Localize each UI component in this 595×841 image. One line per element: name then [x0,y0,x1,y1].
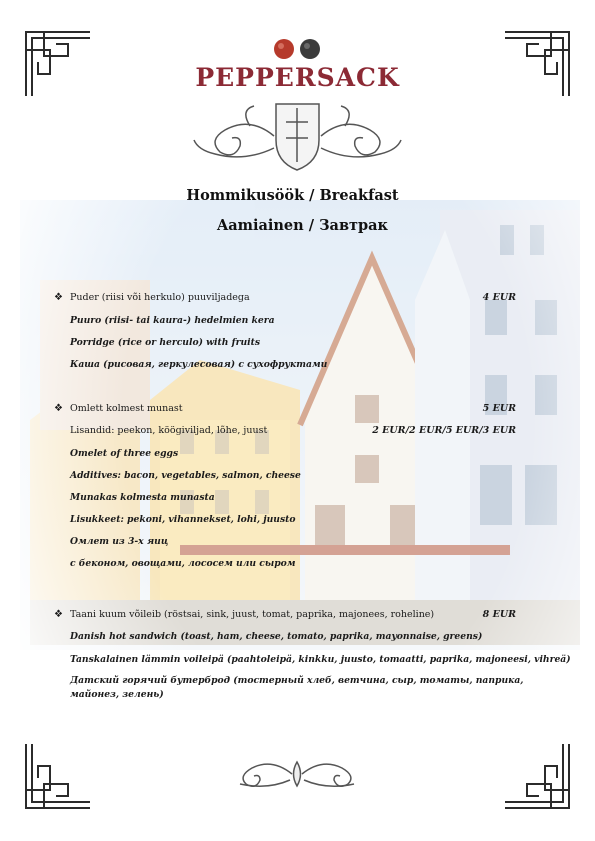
menu-item-translation: Омлет из 3-х яиц [70,536,169,547]
corner-ornament-bottom-left [22,740,94,812]
page-title: Hommikusöök / Breakfast [186,187,399,204]
footer-flourish-icon [232,754,362,794]
diamond-bullet-icon: ❖ [54,292,63,303]
diamond-bullet-icon: ❖ [54,403,63,414]
menu-item-translation: Каша (рисовая, геркулесовая) с сухофруктами [70,359,328,370]
menu-item-price: 8 EUR [482,609,516,620]
diamond-bullet-icon: ❖ [54,609,63,620]
menu-item-translation: Puuro (riisi- tai kaura-) hedelmien kera [70,315,275,326]
menu-item-price: 4 EUR [482,292,516,303]
menu-item-name: Taani kuum võileib (röstsai, sink, juust, tomat, paprika, majonees, roheline) [70,609,435,620]
menu-item-translation: Tanskalainen lämmin voileipä (paahtoleipä, kinkku, juusto, tomaatti, paprika, majoneesi, vihreä) [70,654,571,665]
menu-item-translation: Lisukkeet: pekoni, vihannekset, lohi, juusto [70,514,296,525]
menu-item-price: 5 EUR [482,403,516,414]
menu-item-translation: Omelet of three eggs [70,448,179,459]
crest-flourish-icon [190,96,405,174]
menu-item-translation: с беконом, овощами, лососем или сыром [70,558,296,569]
menu-item-additives: Lisandid: peekon, köögiviljad, lõhe, juust [70,425,268,436]
corner-ornament-bottom-right [501,740,573,812]
menu-item-translation: Danish hot sandwich (toast, ham, cheese, tomato, paprika, mayonnaise, greens) [70,631,483,642]
menu-item-additives-price: 2 EUR/2 EUR/5 EUR/3 EUR [372,425,516,436]
brand-logo [0,36,595,176]
page-subtitle: Aamiainen / Завтрак [216,217,389,234]
menu-item-translation: Munakas kolmesta munasta [70,492,215,503]
menu-item-name: Puder (riisi või herkulo) puuviljadega [70,292,250,303]
brand-name: PEPPERSACK [195,63,400,92]
menu-item-name: Omlett kolmest munast [70,403,183,414]
pepper-balls-icon [268,36,328,62]
menu-item-translation: Additives: bacon, vegetables, salmon, cheese [70,470,301,481]
menu-item-translation: Porridge (rice or herculo) with fruits [70,337,261,348]
menu-item-translation: Датский горячий бутерброд (тостерный хлеб, ветчина, сыр, томаты, паприка, майонез, зелень) [70,675,524,700]
